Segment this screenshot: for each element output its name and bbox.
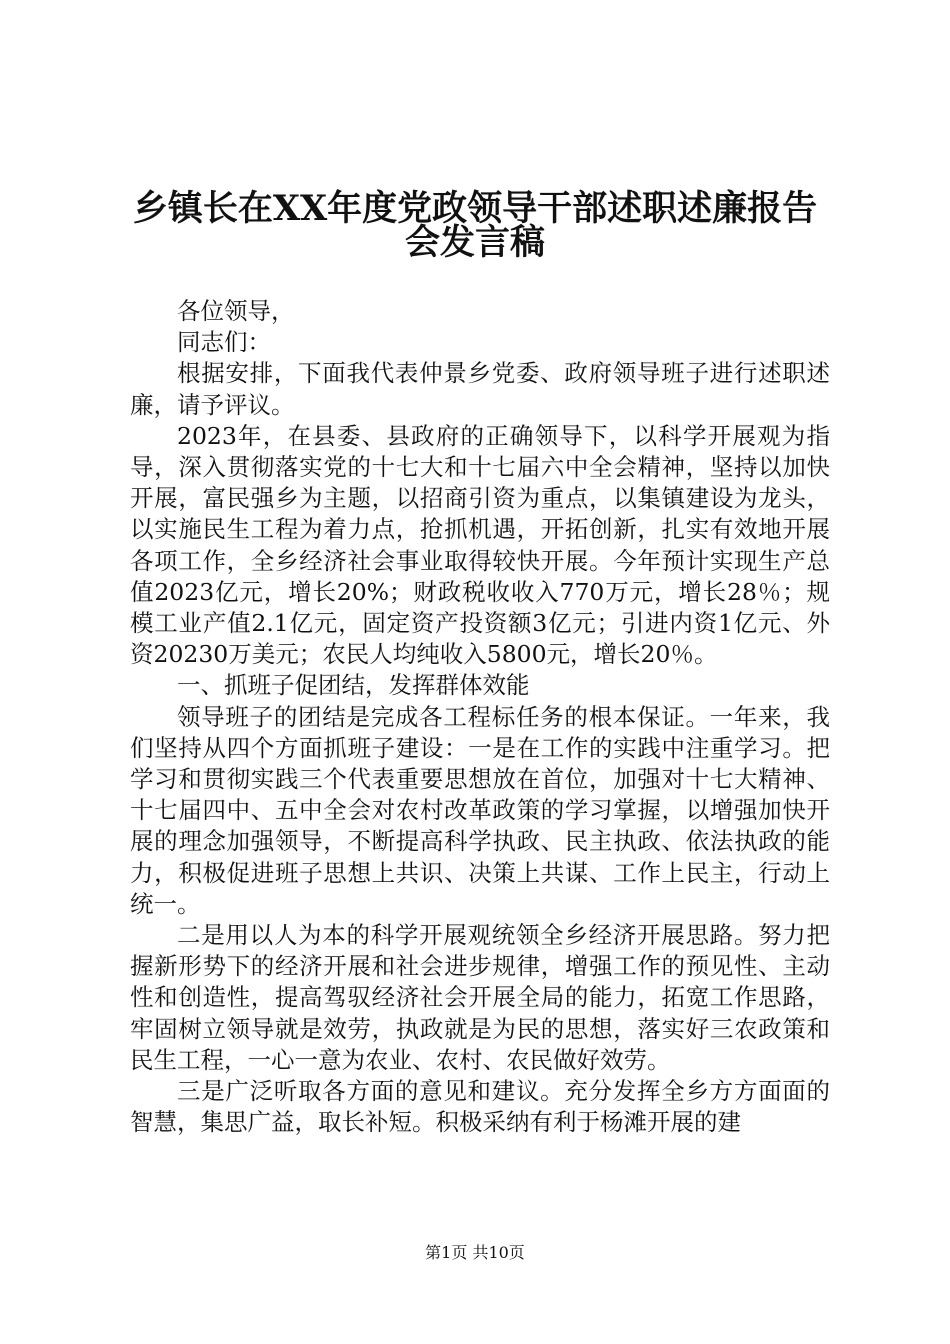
document-body — [130, 296, 830, 1138]
summary-paragraph: 2023年，在县委、县政府的正确领导下，以科学开展观为指导，深入贯彻落实党的十七大和十七届六中全会精神，坚持以加快开展，富民强乡为主题，以招商引资为重点，以集镇建设为龙头，以实施民生工程为着力点，抢抓机遇，开拓创新，扎实有效地开展各项工作，全乡经济社会事业取得较快开展。今年预计实现生产总值2023亿元，增长20%；财政税收收入770万元，增长28％；规模工业产值2.1亿元，固定资产投资额3亿元；引进内资1亿元、外资20230万美元；农民人均纯收入5800元，增长20％。 — [130, 421, 830, 669]
salutation-comrades: 同志们： — [177, 328, 271, 357]
document-title-line-2: 会发言稿 — [404, 222, 545, 263]
salutation-leaders: 各位领导， — [177, 297, 295, 325]
document-title-line-1: 乡镇长在XX年度党政领导干部述职述廉报告 — [132, 188, 818, 229]
section-paragraph-1: 领导班子的团结是完成各工程标任务的根本保证。一年来，我们坚持从四个方面抓班子建设：一是在工作的实践中注重学习。把学习和贯彻实践三个代表重要思想放在首位，加强对十七大精神、十七届四中、五中全会对农村改革政策的学习掌握，以增强加快开展的理念加强领导，不断提高科学执政、民主执政、依法执政的能力，积极促进班子思想上共识、决策上共谋、工作上民主，行动上统一。 — [130, 702, 830, 918]
intro-paragraph: 根据安排，下面我代表仲景乡党委、政府领导班子进行述职述廉，请予评议。 — [130, 359, 830, 419]
page-number-footer: 第1页 共10页 — [425, 1243, 525, 1262]
section-paragraph-3: 三是广泛听取各方面的意见和建议。充分发挥全乡方方面面的智慧，集思广益，取长补短。积极采纳有利于杨滩开展的建 — [130, 1077, 830, 1137]
section-paragraph-2: 二是用以人为本的科学开展观统领全乡经济开展思路。努力把握新形势下的经济开展和社会进步规律，增强工作的预见性、主动性和创造性，提高驾驭经济社会开展全局的能力，拓宽工作思路，牢固树立领导就是效劳，执政就是为民的思想，落实好三农政策和民生工程，一心一意为农业、农村、农民做好效劳。 — [130, 921, 830, 1074]
section-heading-1: 一、抓班子促团结，发挥群体效能 — [177, 671, 530, 700]
